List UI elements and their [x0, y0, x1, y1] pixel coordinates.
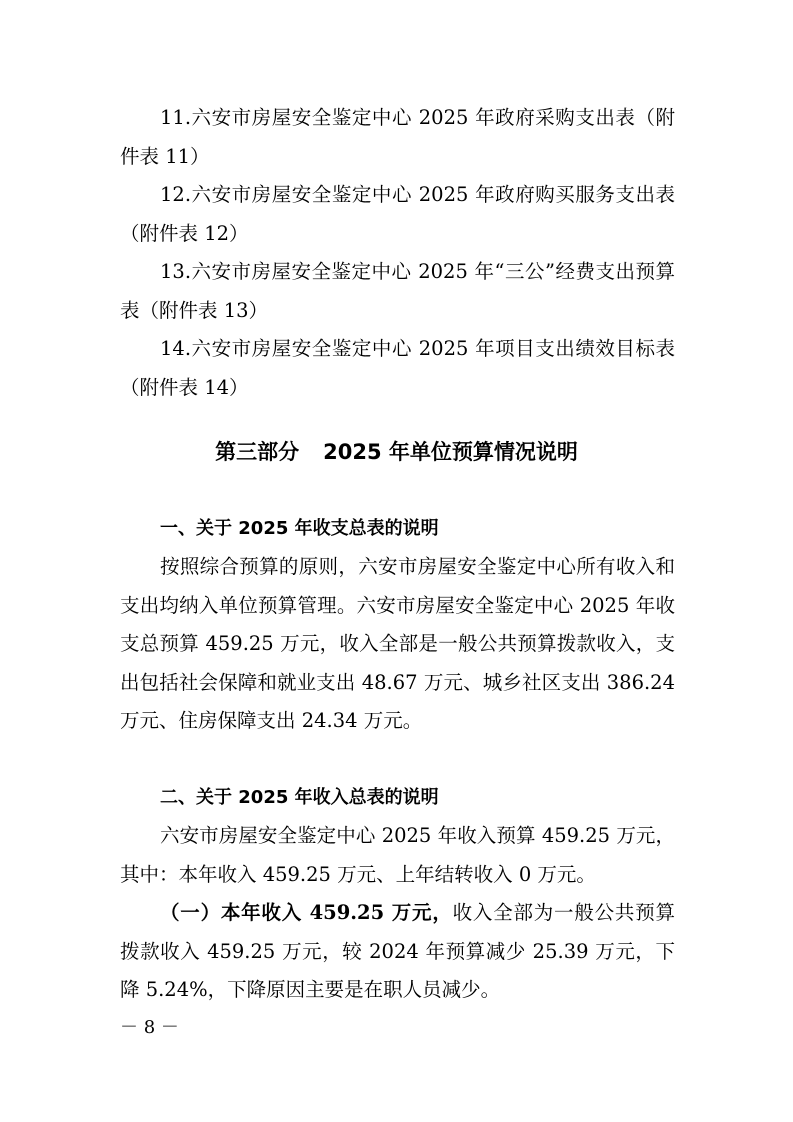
subsection-current-year-income — [120, 894, 675, 1010]
section-heading-income-expenditure: 一、关于 2025 年收支总表的说明 — [160, 518, 439, 539]
toc-item-number: 12. — [160, 183, 192, 206]
toc-item-13 — [120, 253, 675, 330]
toc-item-text: 六安市房屋安全鉴定中心 2025 年项目支出绩效目标表（附件表 14） — [120, 337, 675, 399]
toc-item-number: 14. — [160, 337, 192, 360]
section-body-income: 六安市房屋安全鉴定中心 2025 年收入预算 459.25 万元，其中：本年收入 459.25 万元、上年结转收入 0 万元。 — [120, 824, 675, 886]
subsection-text: 收入全部为一般公共预算拨款收入 459.25 万元，较 2024 年预算减少 25.39 万元，下降 5.24%，下降原因主要是在职人员减少。 — [120, 901, 675, 1001]
part-label: 第三部分 — [215, 440, 300, 464]
toc-item-12 — [120, 176, 675, 253]
toc-item-text: 六安市房屋安全鉴定中心 2025 年“三公”经费支出预算表（附件表 13） — [120, 260, 675, 322]
part-three-heading — [0, 432, 793, 472]
subsection-lead: （一）本年收入 459.25 万元， — [160, 901, 453, 924]
toc-item-14 — [120, 330, 675, 407]
toc-item-text: 六安市房屋安全鉴定中心 2025 年政府采购支出表（附件表 11） — [120, 106, 675, 168]
toc-item-text: 六安市房屋安全鉴定中心 2025 年政府购买服务支出表（附件表 12） — [120, 183, 675, 245]
page-number: － 8 － — [120, 1017, 179, 1038]
section-body-income-expenditure: 按照综合预算的原则，六安市房屋安全鉴定中心所有收入和支出均纳入单位预算管理。六安市房屋安全鉴定中心 2025 年收支总预算 459.25 万元，收入全部是一般公共预算拨款收入，支出包括社会保障和就业支出 48.67 万元、城乡社区支出 386.24 万元、住房保障支出 24.34 万元。 — [120, 555, 675, 732]
toc-item-number: 13. — [160, 260, 192, 283]
toc-item-number: 11. — [160, 106, 192, 129]
part-title: 2025 年单位预算情况说明 — [323, 440, 578, 464]
toc-item-11 — [120, 99, 675, 176]
section-heading-income: 二、关于 2025 年收入总表的说明 — [160, 787, 439, 808]
